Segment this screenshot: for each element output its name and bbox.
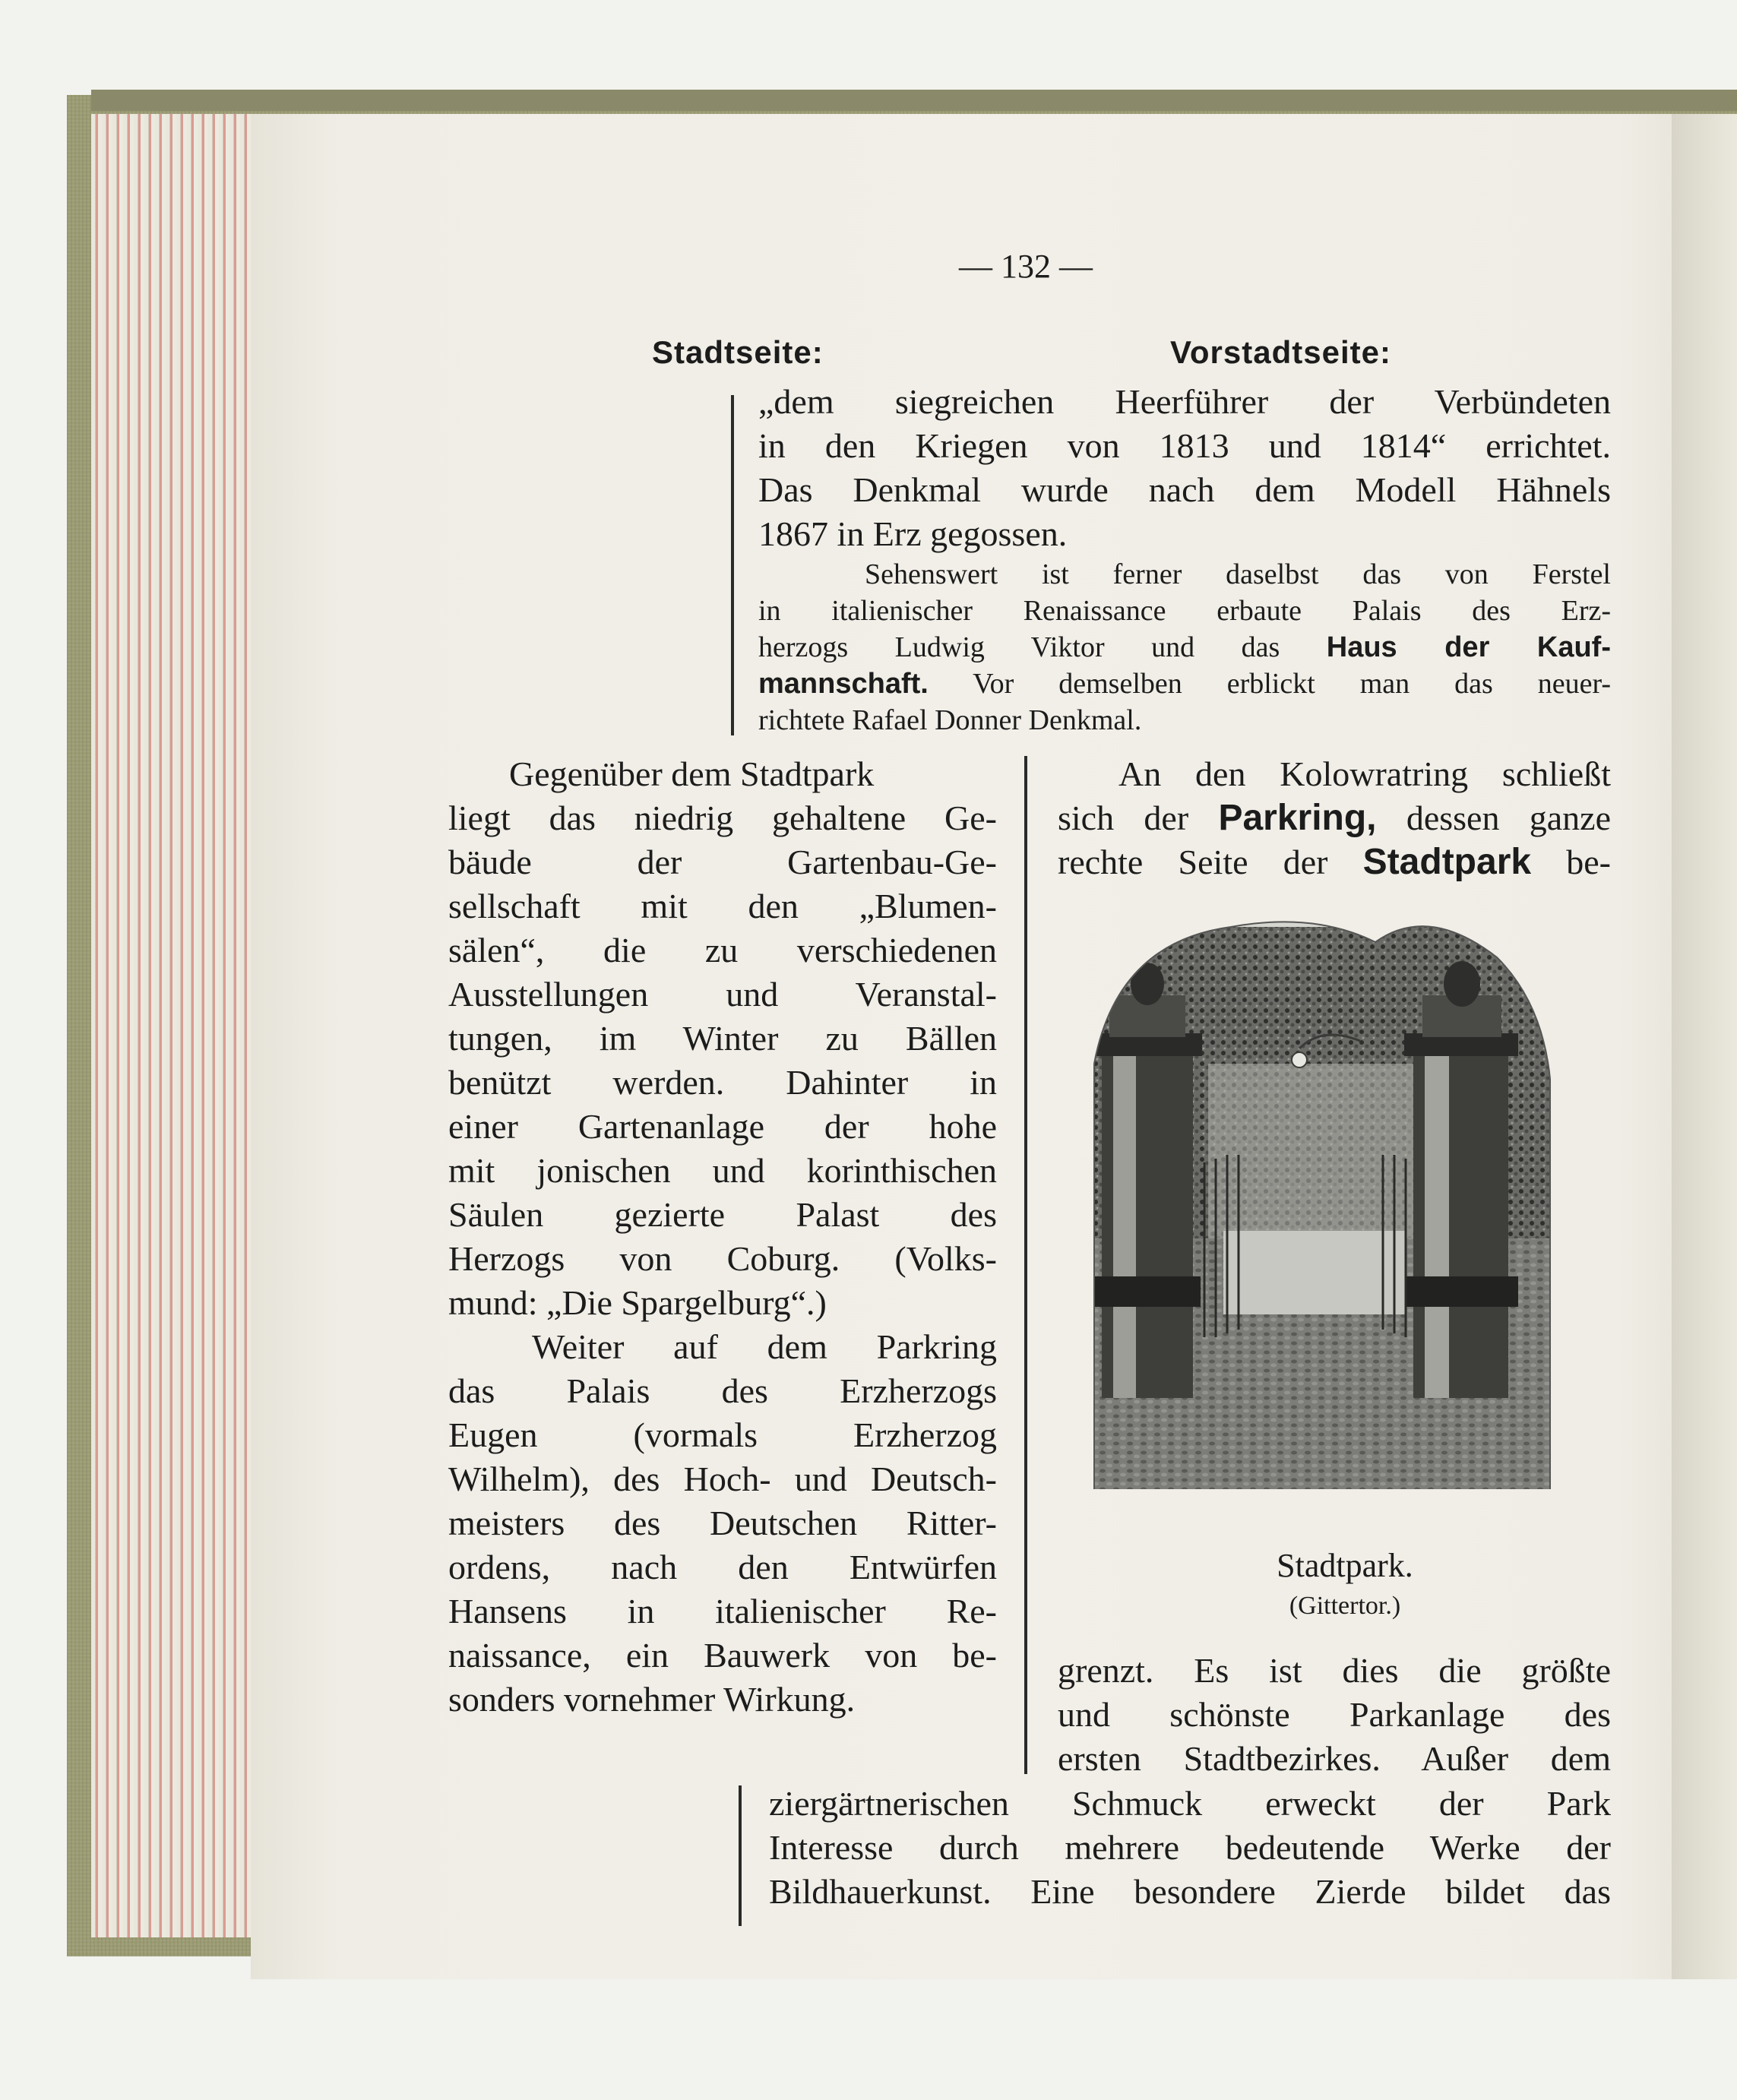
top-block xyxy=(758,380,1611,738)
header-vorstadtseite: Vorstadtseite: xyxy=(1170,334,1391,370)
page-number: — 132 — xyxy=(959,248,1093,285)
left-line: Wilhelm), des Hoch- und Deutsch- xyxy=(448,1460,997,1498)
small-line: in italienischer Renaissance erbaute Palais des Erz- xyxy=(758,595,1611,627)
stadtpark-bold: Stadtpark xyxy=(1362,842,1532,882)
left-line: bäude der Gartenbau-Ge- xyxy=(448,843,997,881)
photo-subcaption: (Gittertor.) xyxy=(1289,1592,1401,1620)
top-line: „dem siegreichen Heerführer der Verbündeten xyxy=(758,382,1611,421)
bottom-line: Bildhauerkunst. Eine besondere Zierde bildet das xyxy=(769,1872,1611,1911)
right-line: grenzt. Es ist dies die größte xyxy=(1058,1651,1611,1690)
left-line: sonders vornehmer Wirkung. xyxy=(448,1680,856,1719)
right-line: An den Kolowratring schließt xyxy=(1118,754,1611,793)
column-divider xyxy=(1024,756,1027,1774)
right-line: und schönste Parkanlage des xyxy=(1058,1695,1611,1734)
left-line: tungen, im Winter zu Bällen xyxy=(448,1019,997,1058)
small-line: richtete Rafael Donner Denkmal. xyxy=(758,704,1142,736)
left-line: mit jonischen und korinthischen xyxy=(448,1151,997,1190)
page-edges xyxy=(91,114,258,1937)
top-line: in den Kriegen von 1813 und 1814“ errichtet. xyxy=(758,426,1611,465)
photo-caption: Stadtpark. xyxy=(1277,1547,1413,1584)
left-line: Weiter auf dem Parkring xyxy=(532,1327,997,1366)
left-line: benützt werden. Dahinter in xyxy=(448,1063,997,1102)
haus-der-kaufmannschaft-bold: Haus der Kauf- xyxy=(1326,631,1611,663)
left-line: sälen“, die zu verschiedenen xyxy=(448,931,997,969)
small-line-mannschaft: mannschaft. Vor demselben erblickt man das neuer- xyxy=(758,668,1611,700)
book-cover-top-edge xyxy=(91,90,1737,111)
right-line: ersten Stadtbezirkes. Außer dem xyxy=(1058,1739,1611,1778)
bottom-block-rule xyxy=(739,1785,742,1926)
right-line-parkring: sich der Parkring, dessen ganze xyxy=(1058,798,1611,838)
left-column xyxy=(448,752,997,1722)
left-line: meisters des Deutschen Ritter- xyxy=(448,1504,997,1542)
stadtpark-gate-photo xyxy=(1071,912,1558,1497)
bottom-line: ziergärtnerischen Schmuck erweckt der Park xyxy=(769,1784,1611,1823)
left-line: das Palais des Erzherzogs xyxy=(448,1371,997,1410)
left-line: Hansens in italienischer Re- xyxy=(448,1592,997,1630)
top-line: 1867 in Erz gegossen. xyxy=(758,514,1068,553)
top-line: Das Denkmal wurde nach dem Modell Hähnels xyxy=(758,470,1611,509)
parkring-bold: Parkring, xyxy=(1218,798,1377,838)
small-line-haus: herzogs Ludwig Viktor und das Haus der Kauf- xyxy=(758,631,1611,663)
left-line: Ausstellungen und Veranstal- xyxy=(448,975,997,1014)
left-line: Gegenüber dem Stadtpark xyxy=(509,754,875,793)
left-line: einer Gartenanlage der hohe xyxy=(448,1107,997,1146)
right-line-stadtpark: rechte Seite der Stadtpark be- xyxy=(1058,842,1612,882)
left-line: liegt das niedrig gehaltene Ge- xyxy=(448,799,997,837)
left-line: Säulen gezierte Palast des xyxy=(448,1195,997,1234)
header-stadtseite: Stadtseite: xyxy=(652,334,824,370)
right-column-bottom xyxy=(1058,1649,1611,1781)
left-line: mund: „Die Spargelburg“.) xyxy=(448,1283,827,1322)
small-line: Sehenswert ist ferner daselbst das von Ferstel xyxy=(865,558,1611,590)
left-line: ordens, nach den Entwürfen xyxy=(448,1548,997,1586)
right-column-top xyxy=(1058,752,1611,884)
top-block-rule xyxy=(731,395,734,735)
bottom-block xyxy=(769,1782,1611,1914)
bottom-line: Interesse durch mehrere bedeutende Werke der xyxy=(769,1828,1611,1867)
left-line: sellschaft mit den „Blumen- xyxy=(448,887,997,925)
left-line: Herzogs von Coburg. (Volks- xyxy=(448,1239,997,1278)
left-line: naissance, ein Bauwerk von be- xyxy=(448,1636,997,1675)
next-page-edge xyxy=(1672,114,1737,1979)
left-line: Eugen (vormals Erzherzog xyxy=(448,1415,997,1454)
